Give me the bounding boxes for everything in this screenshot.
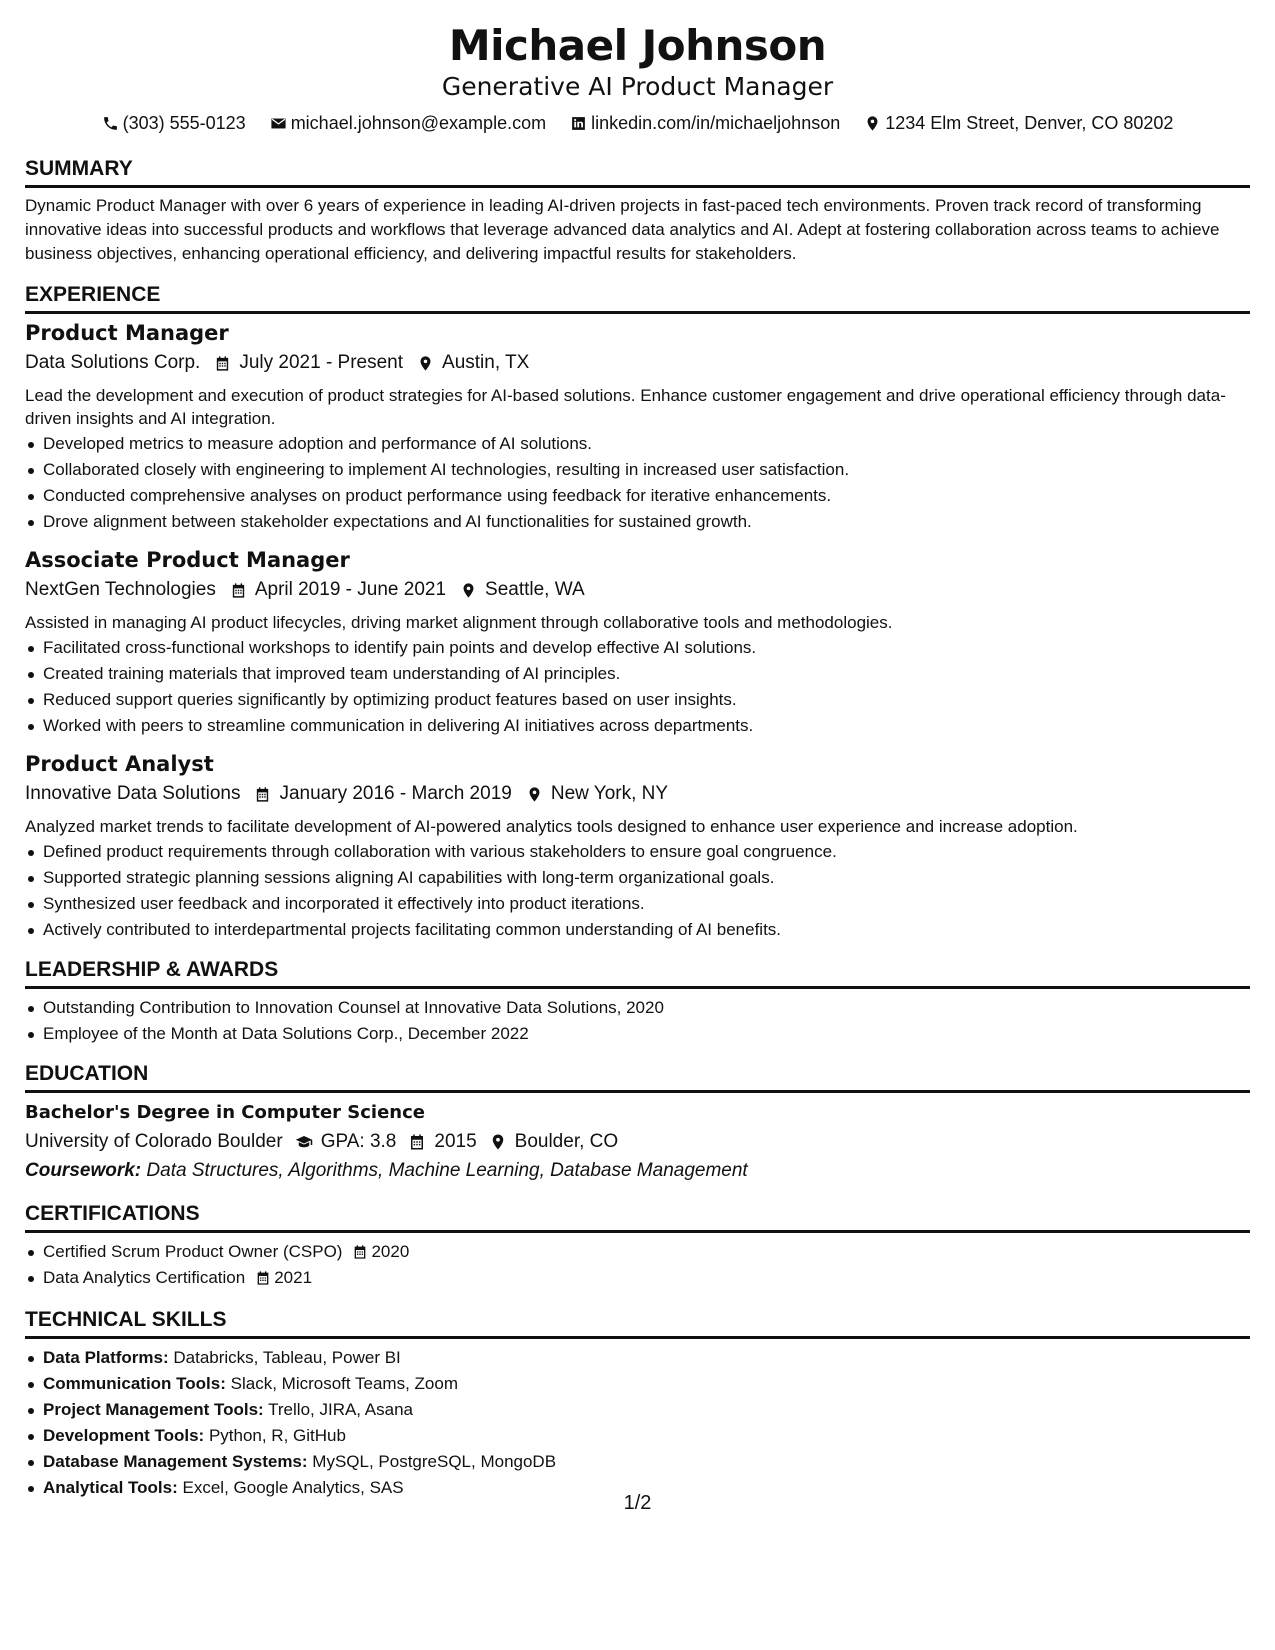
education-section [25,1061,1250,1185]
education-meta [25,1127,1250,1157]
skills-section [25,1307,1250,1501]
certifications-section [25,1201,1250,1291]
leadership-section [25,957,1250,1047]
skill-category: Database Management Systems: [43,1452,308,1471]
certification-name: Data Analytics Certification [43,1268,246,1287]
certification-year: 2020 [371,1242,410,1261]
job-title: Product Manager [25,321,229,345]
job-description: Analyzed market trends to facilitate development of AI-powered analytics tools designed to enhance user experience and increase adoption. [25,817,1078,836]
phone-text: (303) 555-0123 [122,113,246,133]
job-description: Assisted in managing AI product lifecycles, driving market alignment through collaborative tools and methodologies. [25,613,893,632]
list-item: Outstanding Contribution to Innovation Counsel at Innovative Data Solutions, 2020 [25,995,1250,1021]
list-item: Drove alignment between stakeholder expectations and AI functionalities for sustained growth. [25,509,1250,535]
address-text: 1234 Elm Street, Denver, CO 80202 [885,113,1174,133]
list-item [25,1265,1250,1291]
certification-year: 2021 [274,1268,313,1287]
education-location: Boulder, CO [514,1131,619,1152]
calendar-icon [254,786,271,803]
list-item [25,1397,1250,1423]
list-item: Created training materials that improved team understanding of AI principles. [25,661,1250,687]
list-item: Facilitated cross-functional workshops to identify pain points and develop effective AI solutions. [25,635,1250,661]
education-gpa: GPA: 3.8 [320,1131,397,1152]
contact-bar [25,112,1250,134]
map-pin-icon [417,355,434,372]
linkedin-text: linkedin.com/in/michaeljohnson [591,113,841,133]
education-school: University of Colorado Boulder [25,1131,283,1152]
section-heading: EXPERIENCE [25,282,1250,314]
list-item: Employee of the Month at Data Solutions Corp., December 2022 [25,1021,1250,1047]
job-meta [25,348,1250,378]
experience-section [25,282,1250,943]
section-heading: EDUCATION [25,1061,1250,1093]
job-location: Seattle, WA [485,579,585,600]
list-item: Synthesized user feedback and incorporated it effectively into product iterations. [25,891,1250,917]
list-item: Actively contributed to interdepartmental projects facilitating common understanding of AI benefits. [25,917,1250,943]
candidate-title: Generative AI Product Manager [441,72,834,101]
section-heading: TECHNICAL SKILLS [25,1307,1250,1339]
calendar-icon [352,1244,368,1260]
list-item: Reduced support queries significantly by optimizing product features based on user insights. [25,687,1250,713]
job-meta [25,779,1250,809]
map-pin-icon [460,582,477,599]
list-item: Developed metrics to measure adoption and performance of AI solutions. [25,431,1250,457]
job-dates: July 2021 - Present [239,352,404,373]
page-number: 1/2 [623,1492,652,1514]
job-entry [25,545,1250,739]
skill-values: Trello, JIRA, Asana [268,1400,414,1419]
candidate-name: Michael Johnson [448,21,827,70]
section-heading: LEADERSHIP & AWARDS [25,957,1250,989]
list-item [25,1423,1250,1449]
skill-category: Development Tools: [43,1426,205,1445]
contact-phone[interactable] [102,112,246,134]
list-item: Worked with peers to streamline communication in delivering AI initiatives across departments. [25,713,1250,739]
list-item [25,1345,1250,1371]
certification-name: Certified Scrum Product Owner (CSPO) [43,1242,343,1261]
awards-list [25,995,1250,1047]
skill-values: Python, R, GitHub [208,1426,346,1445]
email-text: michael.johnson@example.com [290,113,547,133]
coursework [25,1157,1250,1185]
job-description: Lead the development and execution of product strategies for AI-based solutions. Enhance customer engagement and drive operational efficiency through data-driven insights and AI integration. [25,386,1226,428]
job-title: Associate Product Manager [25,548,350,572]
certifications-list [25,1239,1250,1291]
phone-icon [102,115,119,132]
job-bullets [25,839,1250,943]
skill-category: Analytical Tools: [43,1478,178,1497]
graduation-cap-icon [295,1133,313,1151]
calendar-icon [255,1270,271,1286]
skill-values: Excel, Google Analytics, SAS [182,1478,404,1497]
coursework-text: Data Structures, Algorithms, Machine Learning, Database Management [146,1160,748,1181]
list-item [25,1239,1250,1265]
list-item: Conducted comprehensive analyses on product performance using feedback for iterative enhancements. [25,483,1250,509]
list-item [25,1371,1250,1397]
contact-linkedin[interactable] [570,112,840,134]
skills-list [25,1345,1250,1501]
job-bullets [25,431,1250,535]
education-year: 2015 [434,1131,477,1152]
calendar-icon [408,1133,426,1151]
education-degree: Bachelor's Degree in Computer Science [25,1102,425,1123]
envelope-icon [270,115,287,132]
resume-page [25,20,1250,1501]
coursework-label: Coursework: [25,1160,142,1181]
job-dates: January 2016 - March 2019 [279,783,512,804]
list-item [25,1449,1250,1475]
list-item: Supported strategic planning sessions aligning AI capabilities with long-term organizational goals. [25,865,1250,891]
summary-text: Dynamic Product Manager with over 6 years of experience in leading AI-driven projects in fast-paced tech environments. Proven track record of transforming innovative ideas into successful products and workflows that leverage advanced data analytics and AI. Adept at fostering collaboration across teams to achieve business objectives, enhancing operational efficiency, and delivering impactful results for stakeholders. [25,196,1220,263]
skill-values: MySQL, PostgreSQL, MongoDB [312,1452,557,1471]
calendar-icon [214,355,231,372]
skill-values: Databricks, Tableau, Power BI [173,1348,401,1367]
map-pin-icon [526,786,543,803]
job-location: Austin, TX [442,352,530,373]
contact-address [864,112,1173,134]
job-company: NextGen Technologies [25,579,216,600]
map-pin-icon [489,1133,507,1151]
skill-values: Slack, Microsoft Teams, Zoom [230,1374,458,1393]
skill-category: Data Platforms: [43,1348,169,1367]
job-location: New York, NY [550,783,669,804]
summary-section [25,156,1250,266]
map-pin-icon [864,115,881,132]
job-entry [25,318,1250,535]
job-bullets [25,635,1250,739]
list-item: Collaborated closely with engineering to implement AI technologies, resulting in increased user satisfaction. [25,457,1250,483]
skill-category: Project Management Tools: [43,1400,264,1419]
resume-header [25,20,1250,134]
job-title: Product Analyst [25,752,214,776]
job-company: Innovative Data Solutions [25,783,241,804]
list-item: Defined product requirements through collaboration with various stakeholders to ensure goal congruence. [25,839,1250,865]
job-company: Data Solutions Corp. [25,352,201,373]
contact-email[interactable] [270,112,546,134]
job-meta [25,575,1250,605]
section-heading: CERTIFICATIONS [25,1201,1250,1233]
calendar-icon [230,582,247,599]
job-dates: April 2019 - June 2021 [254,579,447,600]
linkedin-icon [570,115,587,132]
section-heading: SUMMARY [25,156,1250,188]
skill-category: Communication Tools: [43,1374,226,1393]
job-entry [25,749,1250,943]
